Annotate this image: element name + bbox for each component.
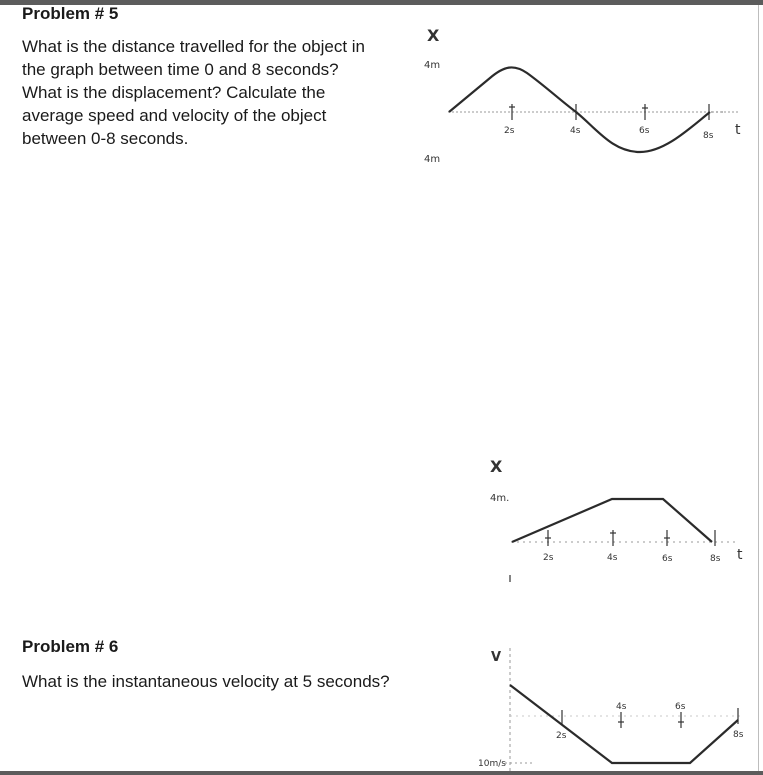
p6-pos-y-axis-label: X bbox=[490, 457, 503, 476]
problem6-position-graph bbox=[490, 457, 743, 582]
p6-pos-tick-label: 8s bbox=[710, 554, 721, 564]
p6-velocity-curve bbox=[510, 685, 738, 763]
p5-tick-label: 2s bbox=[504, 126, 515, 136]
p6-pos-upper-label: 4m. bbox=[490, 493, 510, 504]
p6-vel-tick-label: 6s bbox=[675, 702, 686, 712]
p6-pos-x-axis-label: t bbox=[737, 547, 743, 563]
problem5-line: What is the displacement? Calculate the bbox=[22, 83, 326, 102]
p6-vel-lower-label: 10m/s bbox=[478, 759, 506, 769]
p6-pos-tick-label: 6s bbox=[662, 554, 673, 564]
p6-vel-tick-label: 8s bbox=[733, 730, 744, 740]
p5-x-axis-label: t bbox=[735, 122, 741, 138]
p6-vel-y-axis-label: V bbox=[491, 650, 502, 665]
problem5-line: the graph between time 0 and 8 seconds? bbox=[22, 60, 339, 79]
p5-tick-label: 6s bbox=[639, 126, 650, 136]
p6-vel-tick-label: 4s bbox=[616, 702, 627, 712]
problem5-line: average speed and velocity of the object bbox=[22, 106, 327, 125]
p5-upper-label: 4m bbox=[424, 60, 441, 71]
p6-vel-tick-label: 2s bbox=[556, 731, 567, 741]
p5-lower-label: 4m bbox=[424, 154, 441, 165]
problem6-question: What is the instantaneous velocity at 5 seconds? bbox=[22, 672, 390, 691]
problem5-line: What is the distance travelled for the object in bbox=[22, 37, 366, 56]
p5-tick-label: 4s bbox=[570, 126, 581, 136]
p6-pos-tick-label: 2s bbox=[543, 553, 554, 563]
p6-position-curve bbox=[512, 499, 712, 542]
p5-y-axis-label: X bbox=[427, 26, 440, 45]
problem6-heading: Problem # 6 bbox=[22, 637, 119, 656]
p6-vel-tick-marks bbox=[562, 708, 738, 728]
problem5-heading: Problem # 5 bbox=[22, 4, 119, 23]
p5-tick-label: 8s bbox=[703, 131, 714, 141]
problem6-velocity-graph bbox=[478, 648, 744, 772]
problem5-graph bbox=[424, 26, 741, 165]
p5-position-curve bbox=[449, 67, 710, 152]
problem5-line: between 0-8 seconds. bbox=[22, 129, 189, 148]
p6-pos-tick-label: 4s bbox=[607, 553, 618, 563]
